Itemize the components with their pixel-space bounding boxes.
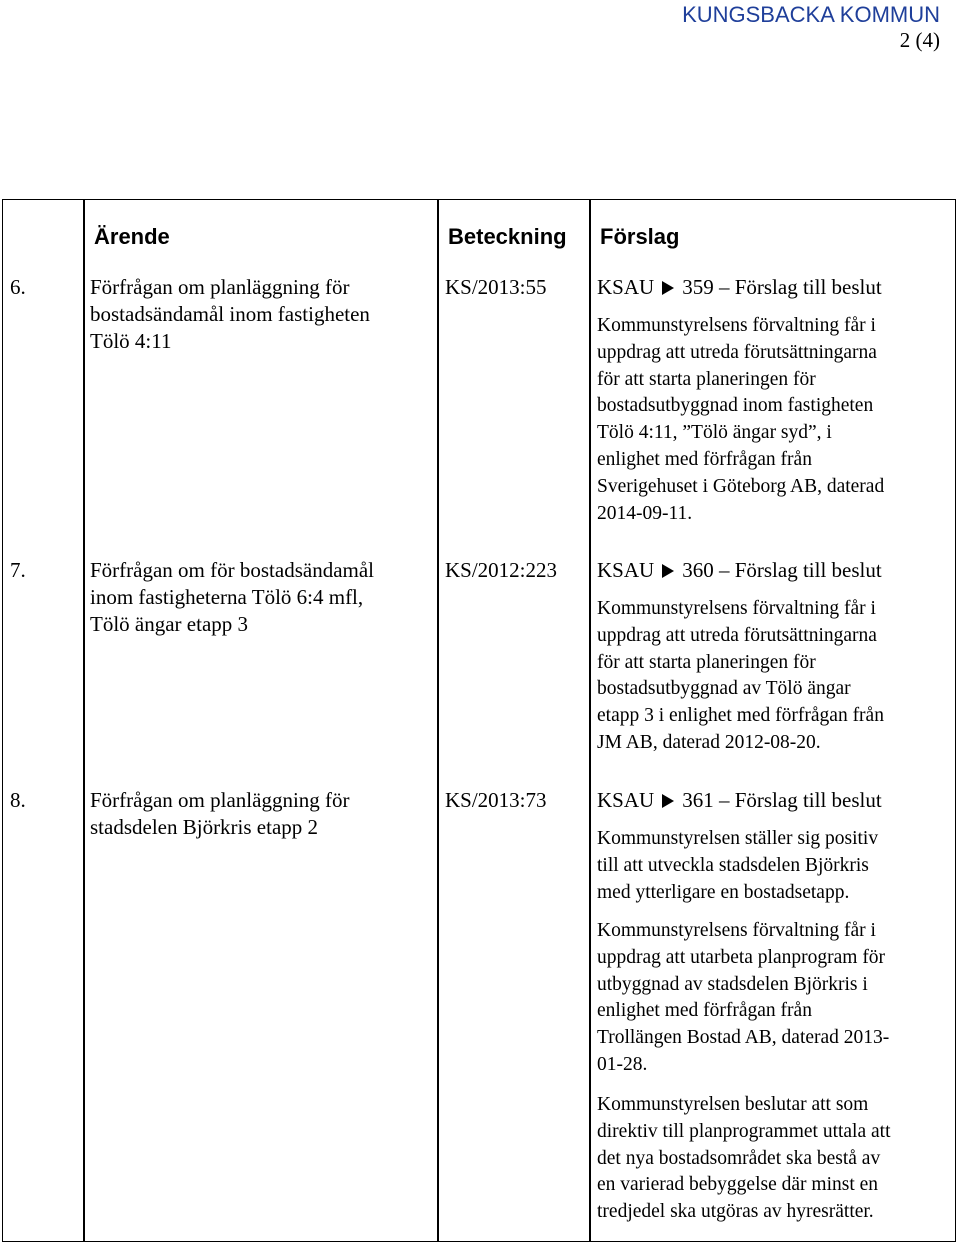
text-line: tredjedel ska utgöras av hyresrätter.	[597, 1201, 874, 1223]
text-line: för att starta planeringen för	[597, 368, 816, 390]
text-line: 01-28.	[597, 1053, 648, 1075]
text-line: för att starta planeringen för	[597, 651, 816, 673]
text-line: enlighet med förfrågan från	[597, 448, 812, 470]
decision-label: Förslag till beslut	[734, 788, 882, 812]
text-line: till att utveckla stadsdelen Björkris	[597, 854, 869, 876]
decision-number: 361	[682, 788, 714, 812]
title-line: Förfrågan om planläggning för	[90, 788, 350, 812]
decision-label: Förslag till beslut	[734, 275, 882, 299]
title-line: Förfrågan om för bostadsändamål	[90, 558, 375, 582]
title-line: Förfrågan om planläggning för	[90, 275, 350, 299]
text-line: JM AB, daterad 2012-08-20.	[597, 731, 821, 753]
column-header-forslag: Förslag	[600, 224, 680, 249]
page-number: 2 (4)	[899, 28, 940, 52]
item-number: 8.	[10, 788, 26, 812]
item-number: 6.	[10, 275, 26, 299]
text-line: med ytterligare en bostadsetapp.	[597, 881, 850, 903]
title-line: Tölö 4:11	[90, 329, 172, 353]
decision-text	[597, 918, 889, 1079]
text-line: Kommunstyrelsen ställer sig positiv	[597, 828, 879, 849]
organization-name: KUNGSBACKA KOMMUN	[682, 2, 940, 27]
case-number: KS/2013:73	[445, 788, 547, 812]
arrow-right-icon	[662, 794, 674, 808]
text-line: Kommunstyrelsen beslutar att som	[597, 1094, 869, 1115]
text-line: 2014-09-11.	[597, 502, 693, 524]
text-line: Sverigehuset i Göteborg AB, daterad	[597, 475, 885, 497]
text-line: etapp 3 i enlighet med förfrågan från	[597, 705, 884, 727]
decision-text	[597, 596, 884, 757]
column-header-arende: Ärende	[94, 224, 170, 249]
text-line: Trollängen Bostad AB, daterad 2013-	[597, 1027, 890, 1049]
decision-code: KSAU	[597, 558, 655, 582]
dash-separator: –	[713, 788, 735, 812]
decision-text	[597, 826, 878, 906]
title-line: stadsdelen Björkris etapp 2	[90, 815, 319, 839]
text-line: uppdrag att utreda förutsättningarna	[597, 624, 877, 646]
item-title	[90, 274, 370, 355]
dash-separator: –	[713, 275, 735, 299]
dash-separator: –	[713, 558, 735, 582]
decision-text	[597, 1092, 891, 1226]
case-number: KS/2012:223	[445, 558, 558, 582]
text-line: Kommunstyrelsens förvaltning får i	[597, 920, 876, 941]
text-line: direktiv till planprogrammet uttala att	[597, 1120, 891, 1142]
decision-code: KSAU	[597, 788, 655, 812]
text-line: uppdrag att utarbeta planprogram för	[597, 946, 886, 968]
title-line: bostadsändamål inom fastigheten	[90, 302, 370, 326]
decision-heading	[597, 558, 882, 583]
column-header-beteckning: Beteckning	[448, 224, 567, 249]
text-line: Kommunstyrelsens förvaltning får i	[597, 598, 876, 619]
text-line: uppdrag att utreda förutsättningarna	[597, 341, 877, 363]
item-title	[90, 787, 350, 841]
text-line: det nya bostadsområdet ska bestå av	[597, 1147, 881, 1169]
item-number: 7.	[10, 558, 26, 582]
column-divider-middle	[437, 199, 439, 1242]
case-number: KS/2013:55	[445, 275, 547, 299]
decision-code: KSAU	[597, 275, 655, 299]
text-line: bostadsutbyggnad av Tölö ängar	[597, 678, 851, 700]
decision-text	[597, 313, 884, 527]
text-line: bostadsutbyggnad inom fastigheten	[597, 395, 874, 417]
decision-label: Förslag till beslut	[734, 558, 882, 582]
arrow-right-icon	[662, 281, 674, 295]
title-line: inom fastigheterna Tölö 6:4 mfl,	[90, 585, 364, 609]
text-line: utbyggnad av stadsdelen Björkris i	[597, 973, 868, 995]
title-line: Tölö ängar etapp 3	[90, 612, 249, 636]
decision-number: 360	[682, 558, 714, 582]
decision-number: 359	[682, 275, 714, 299]
decision-heading	[597, 275, 882, 300]
text-line: Kommunstyrelsens förvaltning får i	[597, 315, 876, 336]
arrow-right-icon	[662, 564, 674, 578]
column-divider-left	[83, 199, 85, 1242]
text-line: enlighet med förfrågan från	[597, 1000, 812, 1022]
item-title	[90, 557, 374, 638]
column-divider-right	[589, 199, 591, 1242]
text-line: en varierad bebyggelse där minst en	[597, 1174, 879, 1196]
decision-heading	[597, 788, 882, 813]
text-line: Tölö 4:11, ”Tölö ängar syd”, i	[597, 422, 832, 444]
